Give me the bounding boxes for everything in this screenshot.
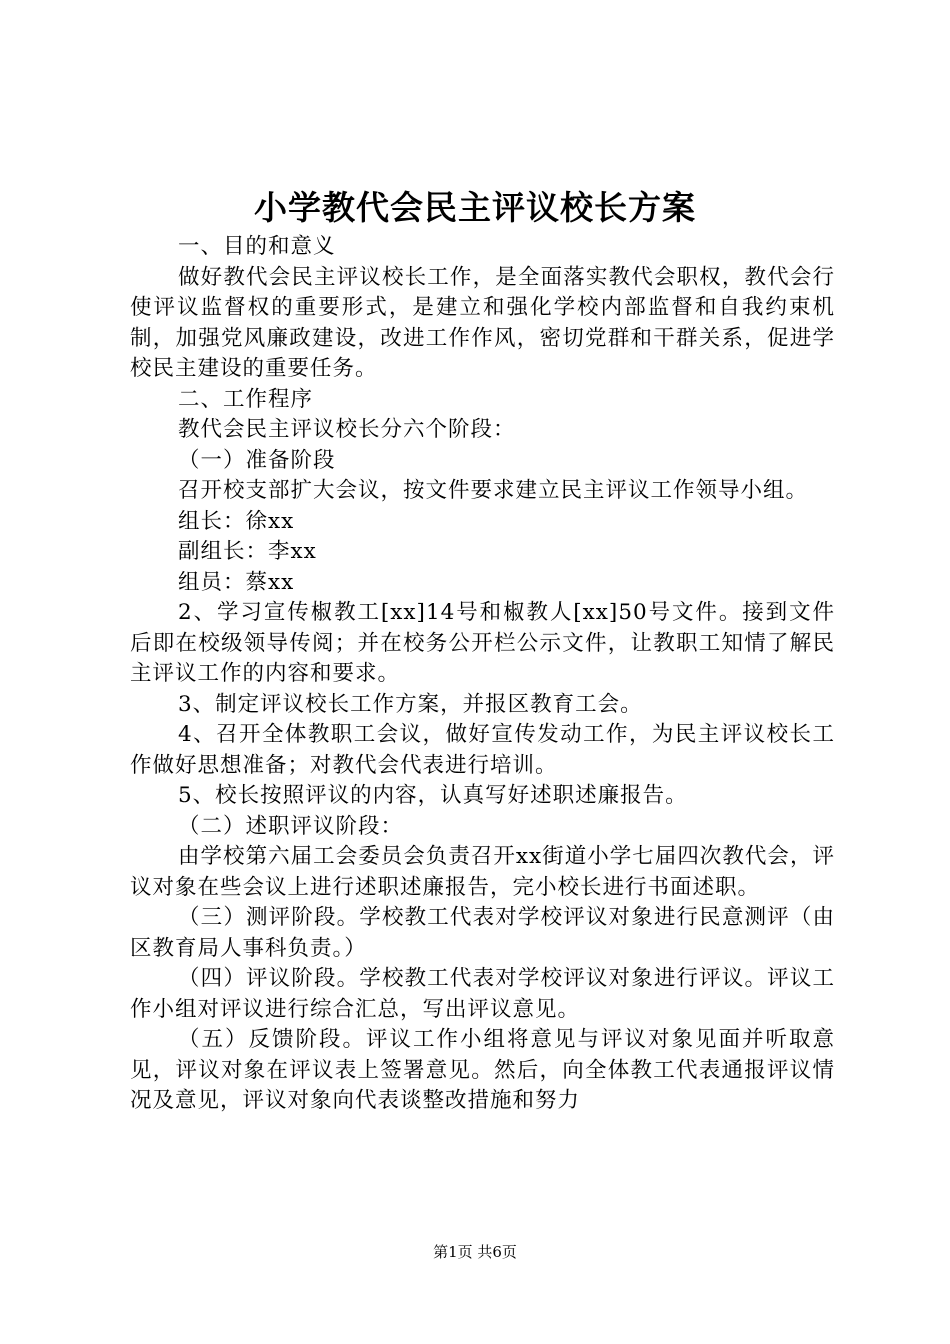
paragraph-item-3: 3、制定评议校长工作方案，并报区教育工会。: [178, 691, 643, 717]
paragraph-feedback-stage: （五）反馈阶段。评议工作小组将意见与评议对象见面并听取意见，评议对象在评议表上签署意见。然后，向全体教工代表通报评议情况及意见，评议对象向代表谈整改措施和努力: [130, 1027, 835, 1113]
document-title: 小学教代会民主评议校长方案: [254, 188, 696, 227]
paragraph-purpose: 做好教代会民主评议校长工作，是全面落实教代会职权，教代会行使评议监督权的重要形式，是建立和强化学校内部监督和自我约束机制，加强党风廉政建设，改进工作作风，密切党群和干群关系，促进学校民主建设的重要任务。: [130, 264, 835, 381]
paragraph-group-member: 组员：蔡xx: [178, 569, 295, 595]
subheading-preparation: （一）准备阶段: [178, 447, 336, 473]
section-heading-purpose: 一、目的和意义: [178, 234, 336, 259]
paragraph-item-2: 2、学习宣传椒教工[xx]14号和椒教人[xx]50号文件。接到文件后即在校级领导传阅；并在校务公开栏公示文件，让教职工知情了解民主评议工作的内容和要求。: [130, 600, 835, 686]
document-body: [130, 232, 835, 1117]
paragraph-assessment-stage: （三）测评阶段。学校教工代表对学校评议对象进行民意测评（由区教育局人事科负责。）: [130, 905, 835, 961]
paragraph-deputy-leader: 副组长：李xx: [178, 539, 317, 564]
paragraph-stages-intro: 教代会民主评议校长分六个阶段：: [178, 417, 516, 442]
paragraph-report-review: 由学校第六届工会委员会负责召开xx街道小学七届四次教代会，评议对象在些会议上进行述职述廉报告，完小校长进行书面述职。: [130, 844, 835, 900]
subheading-report-review: （二）述职评议阶段：: [178, 813, 404, 839]
paragraph-leadership-group: 召开校支部扩大会议，按文件要求建立民主评议工作领导小组。: [178, 478, 809, 503]
paragraph-group-leader: 组长：徐xx: [178, 508, 295, 534]
section-heading-procedure: 二、工作程序: [178, 386, 314, 412]
paragraph-review-stage: （四）评议阶段。学校教工代表对学校评议对象进行评议。评议工作小组对评议进行综合汇总，写出评议意见。: [130, 966, 835, 1022]
paragraph-item-5: 5、校长按照评议的内容，认真写好述职述廉报告。: [178, 783, 688, 808]
paragraph-item-4: 4、召开全体教职工会议，做好宣传发动工作，为民主评议校长工作做好思想准备；对教代会代表进行培训。: [130, 722, 835, 778]
page-number-footer: 第1页 共6页: [433, 1243, 517, 1261]
